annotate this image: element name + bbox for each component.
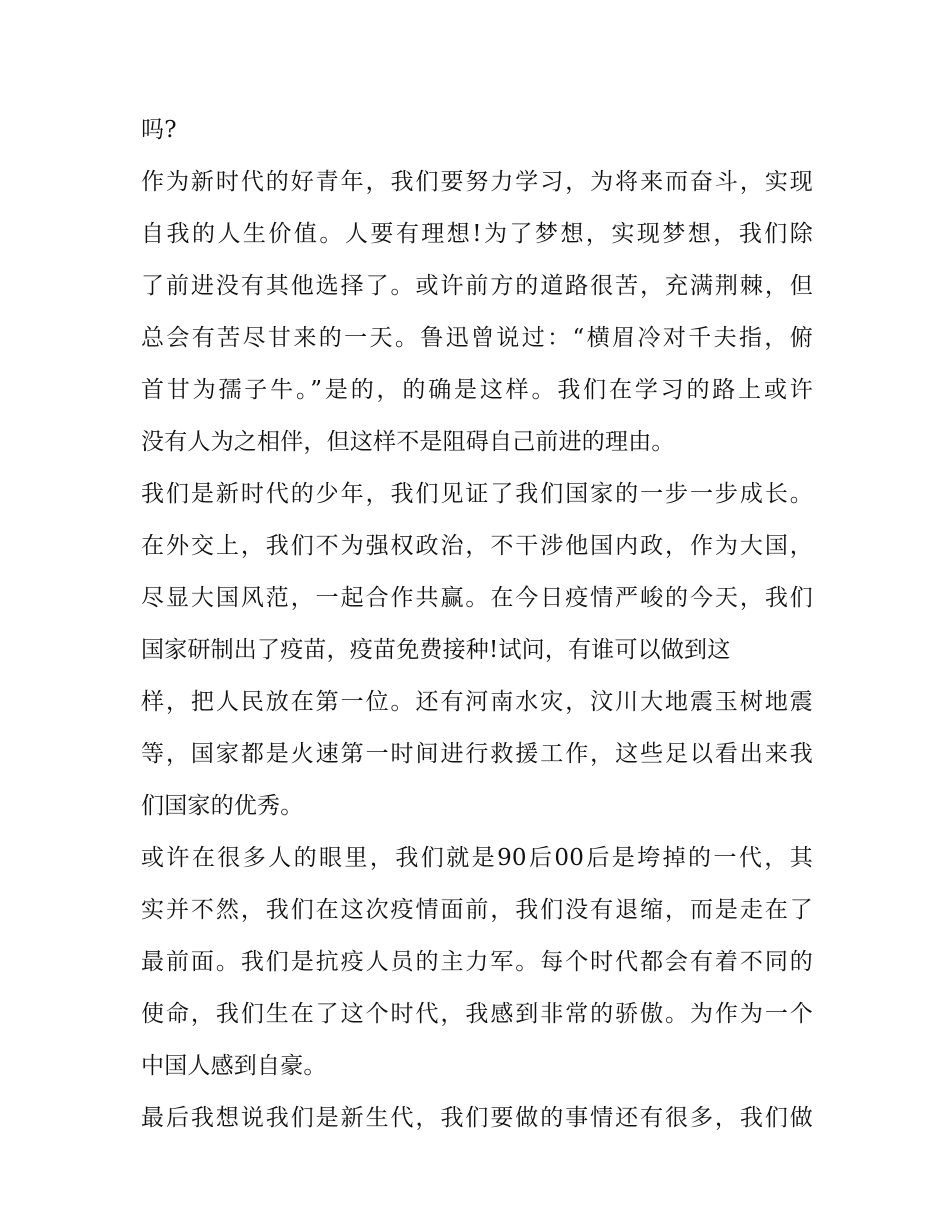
text-line: 国家研制出了疫苗，疫苗免费接种!试问，有谁可以做到这 (141, 637, 731, 663)
text-line: 在外交上，我们不为强权政治，不干涉他国内政，作为大国， (141, 533, 813, 559)
text-line: 或许在很多人的眼里，我们就是90后00后是垮掉的一代，其 (141, 845, 813, 871)
text-line: 尽显大国风范，一起合作共赢。在今日疫情严峻的今天，我们 (141, 585, 813, 611)
document-body (141, 104, 813, 1144)
text-line: 使命，我们生在了这个时代，我感到非常的骄傲。为作为一个 (141, 1001, 813, 1027)
text-line: 等，国家都是火速第一时间进行救援工作，这些足以看出来我 (141, 741, 813, 767)
text-line: 最前面。我们是抗疫人员的主力军。每个时代都会有着不同的 (141, 949, 813, 975)
text-line: 首甘为孺子牛。”是的，的确是这样。我们在学习的路上或许 (141, 377, 813, 403)
text-line: 总会有苦尽甘来的一天。鲁迅曾说过：“横眉冷对千夫指，俯 (141, 325, 813, 351)
text-line: 样，把人民放在第一位。还有河南水灾，汶川大地震玉树地震 (141, 689, 813, 715)
text-line: 实并不然，我们在这次疫情面前，我们没有退缩，而是走在了 (141, 897, 813, 923)
text-line: 最后我想说我们是新生代，我们要做的事情还有很多，我们做 (141, 1105, 813, 1131)
text-line: 中国人感到自豪。 (141, 1053, 327, 1079)
text-line: 没有人为之相伴，但这样不是阻碍自己前进的理由。 (141, 429, 675, 455)
text-line: 了前进没有其他选择了。或许前方的道路很苦，充满荆棘，但 (141, 273, 813, 299)
text-line: 我们是新时代的少年，我们见证了我们国家的一步一步成长。 (141, 481, 813, 507)
text-line: 作为新时代的好青年，我们要努力学习，为将来而奋斗，实现 (141, 169, 813, 195)
text-line: 吗? (141, 117, 177, 143)
text-line: 们国家的优秀。 (141, 793, 304, 819)
text-line: 自我的人生价值。人要有理想!为了梦想，实现梦想，我们除 (141, 221, 813, 247)
